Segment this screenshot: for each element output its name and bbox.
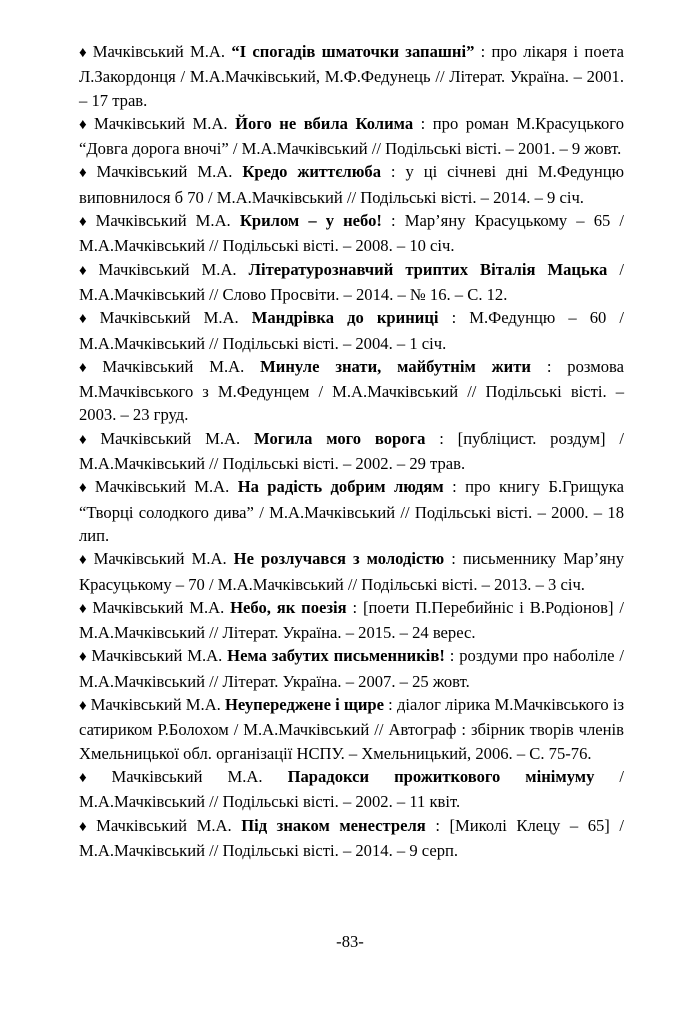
bibliography-entry <box>79 112 624 161</box>
entry-details: / М.А.Мачківський // Слово Просвіти. – 2014. – № 16. – С. 12. <box>79 259 624 304</box>
bibliography-entry <box>79 596 624 645</box>
entry-details: : про лікаря і поета Л.Закордонця / М.А.Мачківський, М.Ф.Федунець // Літерат. Україна. – 2001. – 17 трав. <box>79 42 624 110</box>
entry-author: Мачківський М.А. <box>92 42 232 61</box>
entry-details: / М.А.Мачківський // Подільські вісті. – 2002. – 11 квіт. <box>79 766 625 812</box>
entry-title: Небо, як поезія <box>230 597 347 617</box>
entry-details: : [Миколі Клецу – 65] / М.А.Мачківський // Подільські вісті. – 2014. – 9 серп. <box>79 815 624 860</box>
bibliography-entry <box>79 209 624 258</box>
bibliography-list <box>79 40 624 862</box>
entry-author: Мачківський М.А. <box>111 766 288 786</box>
entry-details: : розмова М.Мачківського з М.Федунцем / М.А.Мачківський // Подільські вісті. – 2003. – 23 груд. <box>79 356 624 425</box>
diamond-bullet-icon: ♦ <box>79 214 92 231</box>
entry-title: Мандрівка до криниці <box>251 308 439 328</box>
entry-title: Кредо життєлюба <box>242 162 381 182</box>
entry-title: Під знаком менестреля <box>241 815 426 835</box>
page-number: -83- <box>336 932 364 951</box>
diamond-bullet-icon: ♦ <box>79 552 90 569</box>
entry-author: Мачківський М.А. <box>95 211 240 231</box>
diamond-bullet-icon: ♦ <box>79 698 87 715</box>
entry-author: Мачківський М.А. <box>93 549 234 569</box>
entry-title: Могила мого ворога <box>254 428 426 448</box>
entry-details: : Мар’яну Красуцькому – 65 / М.А.Мачківський // Подільські вісті. – 2008. – 10 січ. <box>79 211 624 256</box>
bibliography-entry <box>79 258 624 307</box>
bibliography-entry <box>79 693 624 765</box>
entry-title: Минуле знати, майбутнім жити <box>260 356 531 376</box>
entry-author: Мачківський М.А. <box>90 695 225 715</box>
diamond-bullet-icon: ♦ <box>79 45 89 61</box>
bibliography-entry <box>79 306 624 355</box>
bibliography-entry <box>79 814 624 863</box>
entry-title: Крилом – у небо! <box>239 211 382 231</box>
entry-author: Мачківський М.А. <box>92 597 231 617</box>
diamond-bullet-icon: ♦ <box>79 262 95 279</box>
entry-title: Нема забутих письменників! <box>227 646 445 666</box>
entry-author: Мачківський М.А. <box>98 259 249 279</box>
entry-details: : про книгу Б.Грищука “Творці солодкого дива” / М.А.Мачківський // Подільські вісті. – 2000. – 18 лип. <box>79 477 624 545</box>
entry-title: Літературознавчий триптих Віталія Мацька <box>248 259 608 279</box>
entry-title: На радість добрим людям <box>237 477 444 497</box>
entry-title: Неупереджене і щире <box>224 695 385 715</box>
entry-title: Його не вбила Колима <box>235 113 414 133</box>
entry-author: Мачківський М.А. <box>96 815 242 835</box>
bibliography-entry <box>79 644 624 693</box>
diamond-bullet-icon: ♦ <box>79 311 96 328</box>
entry-details: : про роман М.Красуцького “Довга дорога вночі” / М.А.Мачківський // Подільські вісті. – 2001. – 9 жовт. <box>79 113 624 159</box>
entry-details: : [поети П.Перебийніс і В.Родіонов] / М.А.Мачківський // Літерат. Україна. – 2015. – 24 верес. <box>79 597 624 643</box>
entry-title: Не розлучався з молодістю <box>233 549 445 569</box>
diamond-bullet-icon: ♦ <box>79 769 108 786</box>
entry-author: Мачківський М.А. <box>94 113 236 133</box>
entry-author: Мачківський М.А. <box>96 162 243 182</box>
entry-details: : діалог лірика М.Мачківського із сатириком Р.Болохом / М.А.Мачківський // Автограф : збірник творів членів Хмельницької обл. організації НСПУ. – Хмельницький, 2006. – С. 75-76. <box>79 695 625 763</box>
entry-author: Мачківський М.А. <box>102 356 261 376</box>
bibliography-entry <box>79 547 624 596</box>
diamond-bullet-icon: ♦ <box>79 480 91 497</box>
entry-title: Парадокси прожиткового мінімуму <box>287 766 595 786</box>
diamond-bullet-icon: ♦ <box>79 359 99 376</box>
diamond-bullet-icon: ♦ <box>79 818 93 835</box>
entry-author: Мачківський М.А. <box>99 308 252 328</box>
bibliography-entry <box>79 475 624 547</box>
entry-author: Мачківський М.А. <box>100 428 254 448</box>
diamond-bullet-icon: ♦ <box>79 116 91 133</box>
entry-author: Мачківський М.А. <box>94 477 238 497</box>
entry-details: : письменнику Мар’яну Красуцькому – 70 / М.А.Мачківський // Подільські вісті. – 2013. – 3 січ. <box>79 549 625 594</box>
bibliography-entry <box>79 160 624 209</box>
bibliography-entry <box>79 40 624 112</box>
diamond-bullet-icon: ♦ <box>79 165 93 182</box>
entry-details: : М.Федунцю – 60 / М.А.Мачківський // Подільські вісті. – 2004. – 1 січ. <box>79 308 625 353</box>
entry-author: Мачківський М.А. <box>91 646 228 666</box>
entry-title: “І спогадів шматочки запашні” <box>231 42 475 61</box>
entry-details: : [публіцист. роздум] / М.А.Мачківський // Подільські вісті. – 2002. – 29 трав. <box>79 428 624 474</box>
bibliography-entry <box>79 427 624 476</box>
diamond-bullet-icon: ♦ <box>79 431 97 448</box>
entry-details: : роздуми про наболіле / М.А.Мачківський // Літерат. Україна. – 2007. – 25 жовт. <box>79 646 624 691</box>
entry-details: : у ці січневі дні М.Федунцю виповнилося б 70 / М.А.Мачківський // Подільські вісті. – 2014. – 9 січ. <box>79 162 624 207</box>
diamond-bullet-icon: ♦ <box>79 649 88 666</box>
bibliography-entry <box>79 355 624 427</box>
diamond-bullet-icon: ♦ <box>79 600 89 617</box>
bibliography-entry <box>79 765 624 814</box>
